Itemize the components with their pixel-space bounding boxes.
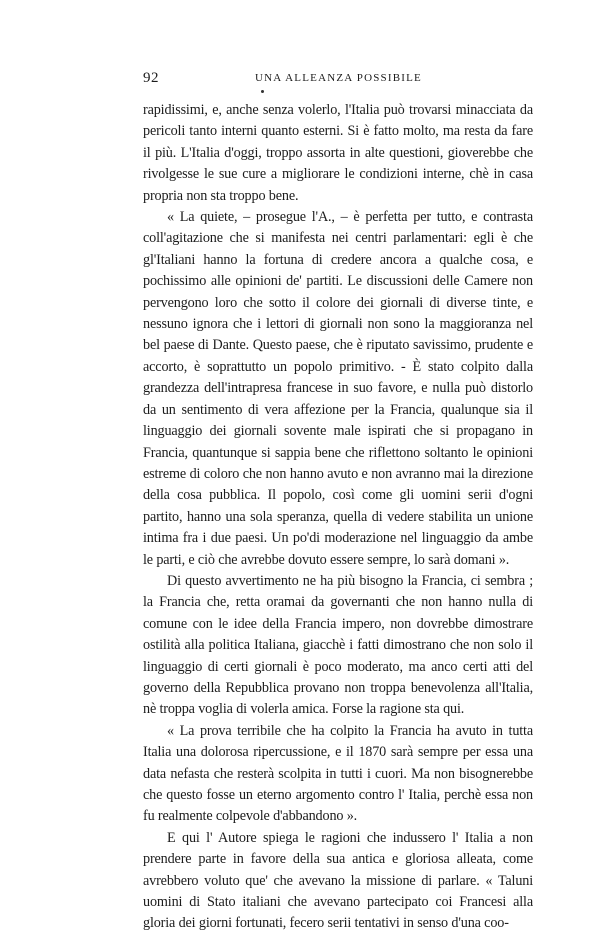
page-number: 92 [143, 70, 159, 86]
paragraph-avvertimento: Di questo avvertimento ne ha più bisogno la Francia, ci sembra ; la Francia che, retta oramai da governanti che non hanno nulla di comune con le idee della Francia impero, non dovrebbe dimostrare ostilità alla politica Italiana, giacchè i fatti dimostrano che non solo il linguaggio di certi giornali è poco moderato, ma anco certi atti del governo della Repubblica provano non troppa benevolenza all'Italia, nè troppa voglia di volerla amica. Forse la ragione sta qui. [143, 572, 533, 718]
paragraph-quote-prova: « La prova terribile che ha colpito la Francia ha avuto in tutta Italia una dolorosa ripercussione, e il 1870 sarà sempre per essa una data nefasta che resterà scolpita in tutti i cuori. Ma non bisognerebbe che questo fosse un eterno argomento contro l' Italia, perchè essa non fu realmente colpevole d'abbandono ». [143, 722, 533, 825]
body-text [143, 100, 533, 935]
paragraph-quote-quiete: « La quiete, – prosegue l'A., – è perfetta per tutto, e contrasta coll'agitazione che si manifesta nei centri parlamentari: egli è che gl'Italiani hanno la fortuna di credere ancora a qualche cosa, e pochissimo alle opinioni de' partiti. Le discussioni delle Camere non pervengono loro che sotto il colore dei giornali di diverse tinte, e nessuno ignora che i lettori di giornali non sono la maggioranza nel bel paese di Dante. Questo paese, che è riputato savissimo, prudente e accorto, è soprattutto un popolo primitivo. - È stato colpito dalla grandezza dell'intrapresa francese in suo favore, e nulla può distorlo da un sentimento di vera affezione per la Francia, qualunque sia il linguaggio dei giornali sovente male ispirati che si propagano in Francia, quantunque si sappia bene che riflettono soltanto le opinioni estreme di coloro che non hanno avuto e non avranno mai la direzione della cosa pubblica. Il popolo, così come gli uomini serii d'ogni partito, hanno una sola speranza, quella di vedere stabilita un unione intima fra i due paesi. Un po'di moderazione nel linguaggio da ambe le parti, e ciò che avrebbe dovuto essere sempre, lo sarà domani ». [143, 209, 533, 568]
page-header [143, 70, 531, 90]
ink-dot [261, 90, 264, 93]
running-title: UNA ALLEANZA POSSIBILE [255, 72, 422, 84]
paragraph-ragioni: E qui l' Autore spiega le ragioni che indussero l' Italia a non prendere parte in favore della sua antica e gloriosa alleata, come avrebbero voluto que' che avevano la missione di parlare. « Taluni uomini di Stato italiani che avevano partecipato coi Francesi alla gloria dei giorni fortunati, fecero serii tentativi in senso d'una coo- [143, 829, 533, 932]
paragraph-continuation: rapidissimi, e, anche senza volerlo, l'Italia può trovarsi minacciata da pericoli tanto interni quanto esterni. Si è fatto molto, ma resta da fare il più. L'Italia d'oggi, troppo assorta in alte questioni, gioverebbe che rivolgesse le sue cure a migliorare le condizioni interne, chè in casa propria non sta troppo bene. [143, 102, 533, 204]
